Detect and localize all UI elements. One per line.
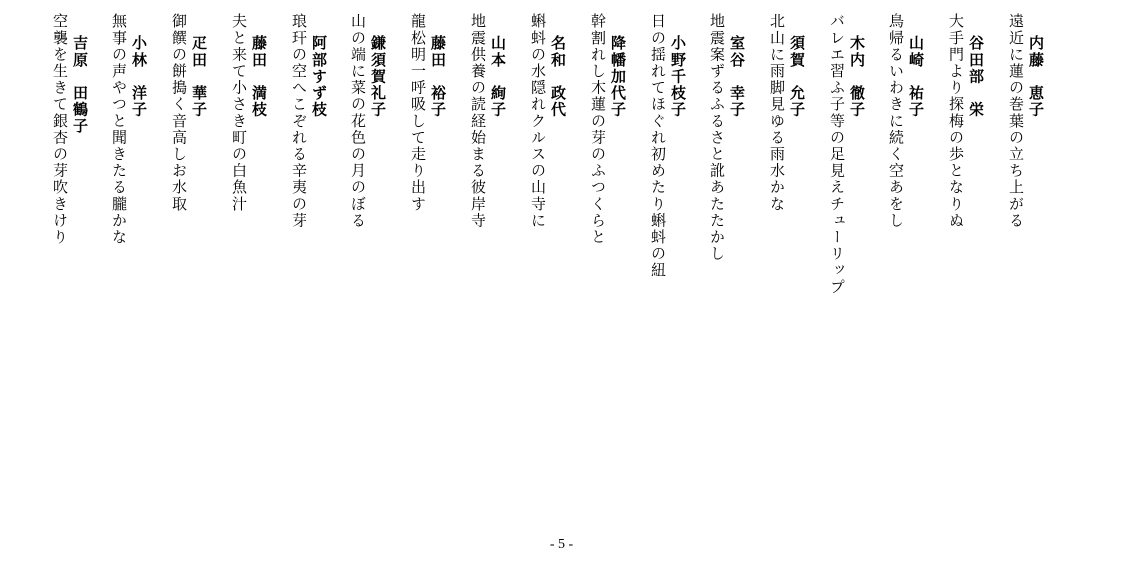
haiku-text: 地震案ずるふるさと訛あたたかし [708,13,726,262]
haiku-text: 北山に雨脚見ゆる雨水かな [768,13,786,213]
author-name: 木内 徹子 [848,35,866,118]
author-name: 山本 絢子 [489,35,507,118]
author-name: 阿部すず枝 [310,35,328,118]
author-name: 疋田 華子 [190,35,208,118]
haiku-text: 地震供養の読経始まる彼岸寺 [469,13,487,229]
haiku-text: 龍松明一呼吸して走り出す [409,13,427,213]
haiku-text: 鳥帰るいわきに続く空あをし [887,13,905,229]
author-name: 須賀 允子 [788,35,806,118]
haiku-text: 幹割れし木蓮の芽のふつくらと [589,13,607,246]
author-name: 山崎 祐子 [907,35,925,118]
haiku-text: バレエ習ふ子等の足見えチューリップ [828,13,846,296]
author-name: 吉原 田鶴子 [71,35,89,135]
author-name: 藤田 裕子 [429,35,447,118]
author-name: 室谷 幸子 [728,35,746,118]
author-name: 小林 洋子 [130,35,148,118]
haiku-text: 大手門より探梅の歩となりぬ [947,13,965,229]
haiku-text: 空襲を生きて銀杏の芽吹きけり [51,13,69,246]
haiku-text: 日の揺れてほぐれ初めたり蝌蚪の紐 [649,13,667,279]
author-name: 内藤 恵子 [1027,35,1045,118]
author-name: 降幡加代子 [609,35,627,118]
haiku-text: 御饌の餅搗く音高しお水取 [170,13,188,213]
author-name: 藤田 満枝 [250,35,268,118]
haiku-text: 琅玕の空へこぞれる辛夷の芽 [290,13,308,229]
haiku-text: 夫と来て小さき町の白魚汁 [230,13,248,213]
author-name: 鎌須賀礼子 [369,35,387,118]
author-name: 小野千枝子 [669,35,687,118]
haiku-text: 遠近に蓮の巻葉の立ち上がる [1007,13,1025,229]
author-name: 名和 政代 [549,35,567,118]
page-number: - 5 - [549,537,574,552]
author-name: 谷田部 栄 [967,35,985,118]
haiku-text: 蝌蚪の水隠れクルスの山寺に [529,13,547,229]
haiku-text: 無事の声やつと聞きたる朧かな [110,13,128,246]
haiku-text: 山の端に菜の花色の月のぼる [349,13,367,229]
